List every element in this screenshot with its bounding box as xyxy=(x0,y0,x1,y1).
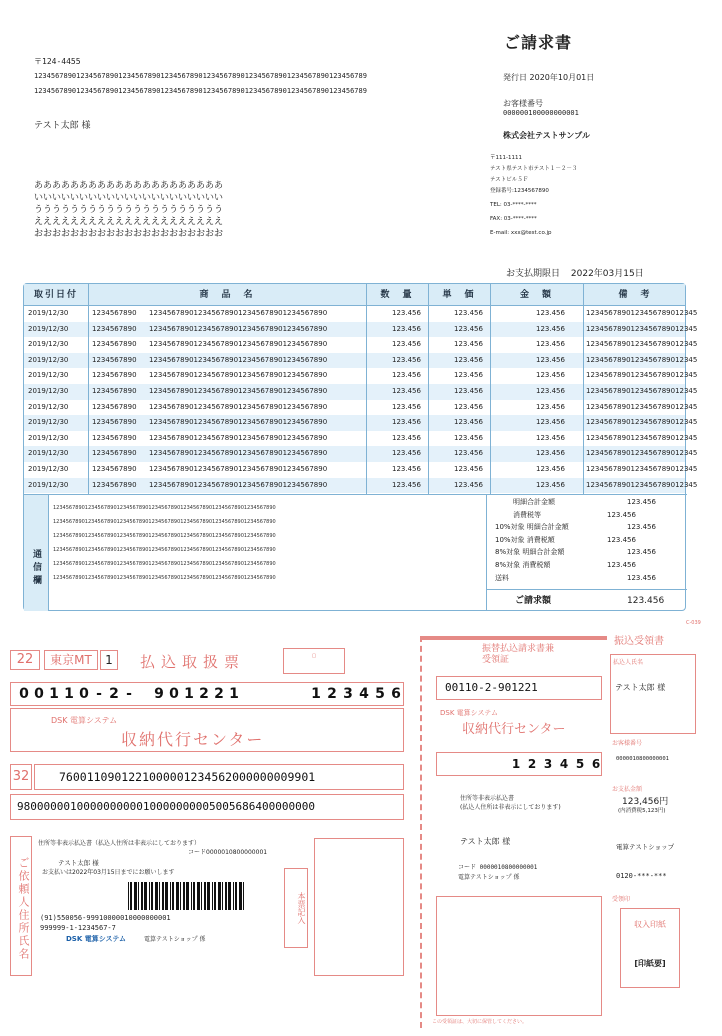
right-custno-label: お客様番号 xyxy=(612,740,643,747)
table-row xyxy=(24,431,698,447)
company-address-1: テスト県テスト市テスト１－２－３ xyxy=(490,166,578,172)
payee-center: 収納代行センター xyxy=(121,730,265,749)
summary-row xyxy=(487,535,687,547)
barcode-bar xyxy=(225,882,227,910)
account-digit: 0 xyxy=(169,686,179,702)
row-name: 1234567890123456789012345678901234567890 xyxy=(149,309,328,317)
account-digit: 1 xyxy=(49,686,59,702)
row-qty: 123.456 xyxy=(392,465,421,473)
row-name: 1234567890123456789012345678901234567890 xyxy=(149,387,328,395)
row-price: 123.456 xyxy=(454,418,483,427)
barcode-bar xyxy=(183,882,185,910)
right-shop: 電算テストショップ xyxy=(616,843,675,851)
company-fax: FAX: 03-****-**** xyxy=(490,216,537,222)
right-custno: 0000010800000001 xyxy=(616,756,669,762)
summary-value: 123.456 xyxy=(627,523,656,532)
message-line: あああああああああああああああああああああ xyxy=(34,181,224,191)
company-tel: TEL: 03-****-**** xyxy=(490,202,537,208)
barcode-bar xyxy=(197,882,200,910)
mid-center: 収納代行センター xyxy=(462,722,566,737)
kiji-label: 本票記入 xyxy=(284,868,308,948)
due-date-row xyxy=(506,266,644,279)
barcode-bar xyxy=(134,882,137,910)
row-name: 1234567890123456789012345678901234567890 xyxy=(149,449,328,458)
communication-line: 1234567890123456789012345678901234567890123456789012345678901234567890 xyxy=(53,505,276,511)
table-row xyxy=(24,384,698,400)
row-date: 2019/12/30 xyxy=(28,355,69,364)
table-row xyxy=(24,306,698,322)
ocr-line-1: 7600110901221000001234562000000009901 xyxy=(34,764,404,790)
row-code: 1234567890 xyxy=(92,371,137,380)
barcode-bar xyxy=(239,882,242,910)
row-amount: 123.456 xyxy=(536,355,565,364)
payer-info xyxy=(38,838,308,976)
message-line: えええええええええええええええええええええ xyxy=(34,217,224,227)
row-price: 123.456 xyxy=(454,480,483,489)
postal-code: 〒124-4455 xyxy=(34,57,81,66)
mid-amount-digit: 6 xyxy=(591,757,601,771)
row-code: 1234567890 xyxy=(92,433,137,442)
mid-account: 00110-2-901221 xyxy=(436,676,602,700)
header-qty: 数 量 xyxy=(380,290,414,300)
payer-due: お支払いは2022年03月15日までにお願いします xyxy=(42,869,175,876)
account-digit: 1 xyxy=(229,686,239,702)
row-name: 1234567890123456789012345678901234567890 xyxy=(149,324,328,333)
summary-value: 123.456 xyxy=(607,535,636,544)
address-notice: 住所等非表示払込書（払込人住所は非表示にしております） xyxy=(38,840,201,847)
row-amount: 123.456 xyxy=(536,465,565,473)
account-digit: - xyxy=(126,686,132,702)
row-note: 1234567890123456789012345 xyxy=(586,309,698,317)
row-qty: 123.456 xyxy=(392,324,421,333)
row-amount: 123.456 xyxy=(536,387,565,395)
row-date: 2019/12/30 xyxy=(28,340,69,349)
row-qty: 123.456 xyxy=(392,371,421,380)
row-code: 1234567890 xyxy=(92,324,137,333)
barcode-text-2: 999999-1-1234567-7 xyxy=(40,924,116,932)
company-name: 株式会社テストサンプル xyxy=(503,131,590,140)
row-amount: 123.456 xyxy=(536,480,565,489)
barcode-bar xyxy=(228,882,231,910)
row-price: 123.456 xyxy=(454,340,483,349)
detail-table xyxy=(23,283,698,611)
communication-line: 1234567890123456789012345678901234567890123456789012345678901234567890 xyxy=(53,561,276,567)
slip-stamp-box: ▢ xyxy=(283,648,345,674)
row-date: 2019/12/30 xyxy=(28,371,69,380)
mid-amount-digit: 4 xyxy=(559,757,569,771)
summary-row xyxy=(487,510,687,522)
mid-notice-2: (払込人住所は非表示にしております) xyxy=(460,804,561,811)
mid-shop: 電算テストショップ 係 xyxy=(458,874,520,881)
amount-digit: 2 xyxy=(327,686,337,702)
table-row xyxy=(24,322,698,338)
barcode xyxy=(128,882,248,910)
summary-value: 123.456 xyxy=(627,548,656,557)
account-digit: - xyxy=(96,686,102,702)
amount-digit: 1 xyxy=(311,686,321,702)
right-fee: (内消費税5,123円) xyxy=(618,808,666,814)
row-code: 1234567890 xyxy=(92,355,137,364)
row-date: 2019/12/30 xyxy=(28,418,69,427)
summary-row xyxy=(487,497,687,509)
row-price: 123.456 xyxy=(454,371,483,380)
dsk-logo: DSK 電算システム xyxy=(66,935,127,943)
recipient-name: テスト太郎 様 xyxy=(34,121,91,131)
recipient-address xyxy=(34,54,367,99)
mid-notice-1: 住所等非表示払込書 xyxy=(460,795,515,802)
box-32: 32 xyxy=(10,764,32,790)
summary-label: 明細合計金額 xyxy=(513,498,555,506)
right-name-box xyxy=(610,654,696,734)
barcode-bar xyxy=(151,882,153,910)
row-name: 1234567890123456789012345678901234567890 xyxy=(149,355,328,364)
barcode-bar xyxy=(191,882,192,910)
row-code: 1234567890 xyxy=(92,480,137,489)
customer-no-label: お客様番号 xyxy=(503,99,543,108)
mid-amount-digit: 5 xyxy=(575,757,585,771)
header-date: 取引日付 xyxy=(33,290,78,300)
message-line: いいいいいいいいいいいいいいいいいいいいい xyxy=(34,193,224,203)
row-date: 2019/12/30 xyxy=(28,449,69,458)
communication-line: 1234567890123456789012345678901234567890123456789012345678901234567890 xyxy=(53,519,276,525)
table-row xyxy=(24,353,698,369)
communication-line: 1234567890123456789012345678901234567890123456789012345678901234567890 xyxy=(53,547,276,553)
row-code: 1234567890 xyxy=(92,309,137,317)
row-code: 1234567890 xyxy=(92,402,137,411)
row-amount: 123.456 xyxy=(536,309,565,317)
ocr-line-2: 980000001000000000010000000005005686400000000 xyxy=(10,794,404,820)
row-price: 123.456 xyxy=(454,355,483,364)
table-row xyxy=(24,446,698,462)
summary-row xyxy=(487,560,687,572)
communication-line: 1234567890123456789012345678901234567890123456789012345678901234567890 xyxy=(53,575,276,581)
barcode-bar xyxy=(162,882,164,910)
table-row xyxy=(24,478,698,494)
barcode-text-1: (91)550056-99910000010000000001 xyxy=(40,914,171,922)
summary-row xyxy=(487,522,687,534)
row-price: 123.456 xyxy=(454,433,483,442)
row-date: 2019/12/30 xyxy=(28,465,69,473)
account-digit: 2 xyxy=(214,686,224,702)
registration-no: 登録番号:1234567890 xyxy=(490,188,549,194)
due-date-label: お支払期限日 xyxy=(506,269,561,279)
payee-company: DSK 電算システム xyxy=(51,716,118,725)
corner-code: C-039 xyxy=(686,620,701,626)
barcode-bar xyxy=(172,882,174,910)
row-name: 1234567890123456789012345678901234567890 xyxy=(149,418,328,427)
mid-bottom-note: この受領証は、大切に保管してください。 xyxy=(432,1019,528,1025)
row-code: 1234567890 xyxy=(92,340,137,349)
row-date: 2019/12/30 xyxy=(28,387,69,395)
communication-line: 1234567890123456789012345678901234567890123456789012345678901234567890 xyxy=(53,533,276,539)
mid-title: 振替払込請求書兼受領証 xyxy=(482,644,555,665)
barcode-bar xyxy=(207,882,210,910)
amount-digit: 6 xyxy=(391,686,401,702)
row-name: 1234567890123456789012345678901234567890 xyxy=(149,371,328,380)
header-amount: 金 額 xyxy=(519,290,553,300)
row-price: 123.456 xyxy=(454,402,483,411)
account-digit: 2 xyxy=(109,686,119,702)
row-code: 1234567890 xyxy=(92,449,137,458)
row-qty: 123.456 xyxy=(392,480,421,489)
barcode-bar xyxy=(180,882,181,910)
header-product: 商 品 名 xyxy=(199,290,255,300)
summary-value: 123.456 xyxy=(627,573,656,582)
barcode-bar xyxy=(170,882,171,910)
summary-block xyxy=(486,494,687,611)
barcode-bar xyxy=(193,882,195,910)
message-block xyxy=(34,180,223,240)
account-digit: 0 xyxy=(79,686,89,702)
company-email: E-mail: xxx@test.co.jp xyxy=(490,230,552,236)
summary-value: 123.456 xyxy=(607,510,636,519)
mid-amount-digit: 1 xyxy=(511,757,521,771)
barcode-bar xyxy=(233,882,234,910)
row-note: 1234567890123456789012345 xyxy=(586,433,698,442)
barcode-bar xyxy=(155,882,158,910)
due-date: 2022年03月15日 xyxy=(570,269,644,279)
barcode-bar xyxy=(128,882,129,910)
payer-name: テスト太郎 様 xyxy=(58,859,99,867)
row-name: 1234567890123456789012345678901234567890 xyxy=(149,340,328,349)
barcode-bar xyxy=(176,882,179,910)
barcode-bar xyxy=(235,882,237,910)
stamp-area xyxy=(314,838,404,976)
row-amount: 123.456 xyxy=(536,433,565,442)
communication-area xyxy=(24,494,486,611)
row-price: 123.456 xyxy=(454,309,483,317)
summary-row xyxy=(487,547,687,559)
right-stamp-box xyxy=(620,908,680,988)
row-date: 2019/12/30 xyxy=(28,402,69,411)
row-qty: 123.456 xyxy=(392,340,421,349)
payee-box xyxy=(10,708,404,752)
summary-label: 消費税等 xyxy=(513,510,541,519)
row-qty: 123.456 xyxy=(392,449,421,458)
row-date: 2019/12/30 xyxy=(28,309,69,317)
company-address-2: テストビル５Ｆ xyxy=(490,177,529,183)
row-amount: 123.456 xyxy=(536,418,565,427)
summary-label: 送料 xyxy=(495,573,509,582)
communication-label: 通信欄 xyxy=(24,495,49,611)
row-note: 1234567890123456789012345 xyxy=(586,387,698,395)
right-name-label: 払込人氏名 xyxy=(613,659,644,666)
row-code: 1234567890 xyxy=(92,418,137,427)
amount-digit: 4 xyxy=(359,686,369,702)
account-number-box xyxy=(10,682,404,706)
invoice-title: ご請求書 xyxy=(504,33,573,52)
right-stamp-text: 収入印紙 xyxy=(634,920,666,929)
amount-digit: 3 xyxy=(343,686,353,702)
row-note: 1234567890123456789012345 xyxy=(586,418,698,427)
row-name: 1234567890123456789012345678901234567890 xyxy=(149,402,328,411)
barcode-bar xyxy=(204,882,206,910)
slip-box-number: 22 xyxy=(10,650,40,670)
account-digit: 0 xyxy=(19,686,29,702)
table-row xyxy=(24,415,698,431)
mid-amount-digit: 3 xyxy=(543,757,553,771)
address-line-2: 1234567890123456789012345678901234567890123456789012345678901234567890123456789 xyxy=(34,87,367,95)
barcode-bar xyxy=(201,882,202,910)
mid-amount-box xyxy=(436,752,602,776)
table-row xyxy=(24,462,698,478)
right-name: テスト太郎 様 xyxy=(615,683,666,692)
right-amount-label: お支払金額 xyxy=(612,786,643,793)
barcode-bar xyxy=(212,882,213,910)
right-amount: 123,456円 xyxy=(622,797,669,807)
summary-label: 8%対象 消費税額 xyxy=(495,561,551,569)
row-date: 2019/12/30 xyxy=(28,433,69,442)
payer-vertical-label: ご依頼人住所氏名 xyxy=(10,836,32,976)
barcode-bar xyxy=(144,882,147,910)
company-postal: 〒111-1111 xyxy=(490,155,522,161)
row-note: 1234567890123456789012345 xyxy=(586,465,698,473)
grand-total-value: 123.456 xyxy=(627,596,665,606)
mid-code: コード 0000010800000001 xyxy=(458,864,538,871)
row-note: 1234567890123456789012345 xyxy=(586,371,698,380)
barcode-bar xyxy=(243,882,244,910)
row-amount: 123.456 xyxy=(536,340,565,349)
row-note: 1234567890123456789012345 xyxy=(586,324,698,333)
summary-value: 123.456 xyxy=(627,498,656,506)
row-qty: 123.456 xyxy=(392,433,421,442)
row-amount: 123.456 xyxy=(536,402,565,411)
barcode-bar xyxy=(159,882,160,910)
barcode-bar xyxy=(214,882,216,910)
table-row xyxy=(24,368,698,384)
row-note: 1234567890123456789012345 xyxy=(586,480,698,489)
barcode-bar xyxy=(218,882,221,910)
barcode-bar xyxy=(149,882,150,910)
barcode-bar xyxy=(222,882,223,910)
table-row xyxy=(24,400,698,416)
table-header xyxy=(24,284,685,306)
row-price: 123.456 xyxy=(454,387,483,395)
barcode-bar xyxy=(165,882,168,910)
account-digit: 2 xyxy=(199,686,209,702)
barcode-bar xyxy=(141,882,143,910)
slip-branch: 東京MT xyxy=(44,650,98,670)
payment-slip-middle xyxy=(420,636,605,1028)
account-digit: 9 xyxy=(154,686,164,702)
customer-no: 000000100000000001 xyxy=(503,109,579,117)
address-line-1: 1234567890123456789012345678901234567890123456789012345678901234567890123456789 xyxy=(34,72,367,80)
payment-slip-left xyxy=(8,648,410,1028)
message-line: ううううううううううううううううううううう xyxy=(34,205,224,215)
mid-notice xyxy=(460,794,561,812)
row-amount: 123.456 xyxy=(536,371,565,380)
row-note: 1234567890123456789012345 xyxy=(586,355,698,364)
row-qty: 123.456 xyxy=(392,387,421,395)
issue-date: 発行日 2020年10月01日 xyxy=(503,73,595,82)
summary-label: 10%対象 消費税額 xyxy=(495,535,555,544)
row-price: 123.456 xyxy=(454,324,483,333)
row-price: 123.456 xyxy=(454,449,483,458)
row-amount: 123.456 xyxy=(536,449,565,458)
header-note: 備 考 xyxy=(618,290,652,300)
slip-branch-no: 1 xyxy=(100,650,118,670)
row-code: 1234567890 xyxy=(92,465,137,473)
row-qty: 123.456 xyxy=(392,309,421,317)
right-stamp-required: [印紙要] xyxy=(634,959,666,968)
account-digit: 0 xyxy=(34,686,44,702)
account-digit: 1 xyxy=(184,686,194,702)
row-qty: 123.456 xyxy=(392,418,421,427)
amount-digit: 5 xyxy=(375,686,385,702)
row-date: 2019/12/30 xyxy=(28,480,69,489)
barcode-bar xyxy=(186,882,189,910)
row-note: 1234567890123456789012345 xyxy=(586,449,698,458)
right-stamp-label: 受領印 xyxy=(612,896,631,903)
mid-amount-digit: 2 xyxy=(527,757,537,771)
row-name: 1234567890123456789012345678901234567890 xyxy=(149,465,328,473)
summary-label: 8%対象 明細合計金額 xyxy=(495,548,565,557)
grand-total-label: ご請求額 xyxy=(515,596,552,606)
mid-name: テスト太郎 様 xyxy=(460,837,511,846)
summary-value: 123.456 xyxy=(607,561,636,569)
row-date: 2019/12/30 xyxy=(28,324,69,333)
row-amount: 123.456 xyxy=(536,324,565,333)
summary-label: 10%対象 明細合計金額 xyxy=(495,523,569,532)
grand-total-row xyxy=(487,589,687,611)
row-note: 1234567890123456789012345 xyxy=(586,402,698,411)
barcode-bar xyxy=(130,882,132,910)
row-qty: 123.456 xyxy=(392,402,421,411)
table-row xyxy=(24,337,698,353)
mid-stamp-area xyxy=(436,896,602,1016)
slip-title: 払込取扱票 xyxy=(140,653,246,671)
row-code: 1234567890 xyxy=(92,387,137,395)
message-line: おおおおおおおおおおおおおおおおおおおおお xyxy=(34,229,224,239)
barcode-bar xyxy=(138,882,139,910)
right-tel: 0120-***-*** xyxy=(616,872,667,880)
row-qty: 123.456 xyxy=(392,355,421,364)
right-title: 振込受領書 xyxy=(614,636,664,647)
row-name: 1234567890123456789012345678901234567890 xyxy=(149,433,328,442)
shop-small: 電算テストショップ 係 xyxy=(144,936,206,943)
header-price: 単 価 xyxy=(442,290,476,300)
mid-company: DSK 電算システム xyxy=(440,709,498,717)
row-name: 1234567890123456789012345678901234567890 xyxy=(149,480,328,489)
payment-slip-right xyxy=(608,620,716,1028)
account-digit: 1 xyxy=(64,686,74,702)
code-line: コード0000010800000001 xyxy=(188,849,268,856)
company-info xyxy=(490,153,577,239)
row-price: 123.456 xyxy=(454,465,483,473)
row-note: 1234567890123456789012345 xyxy=(586,340,698,349)
summary-row xyxy=(487,573,687,585)
